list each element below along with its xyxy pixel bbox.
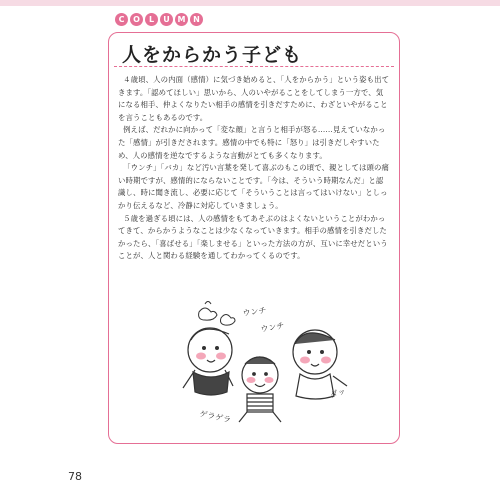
column-badge-letter: O (130, 13, 143, 26)
column-badge-letter: C (115, 13, 128, 26)
child-middle-figure (239, 357, 281, 422)
column-title: 人をからかう子ども (122, 44, 303, 66)
poop-doodle-icon (221, 315, 236, 326)
top-tint-band (0, 0, 500, 6)
sketch-word: ウンチ (242, 305, 268, 318)
body-paragraph: ５歳を過ぎる頃には、人の感情をもてあそぶのはよくないということがわかってきて、からかうようなことは少なくなっていきます。相手の感情を引きだしたかったら、「喜ばせる」「楽しませる」といった方法の方が、互いに幸せだということが、人と関わる経験を通してわかってくるのです。 (118, 213, 388, 261)
sketch-word: ウンチ (259, 320, 285, 334)
children-teasing-illustration (165, 290, 365, 425)
sketch-word: ゲラゲラ (198, 409, 232, 425)
column-badge-letter: L (145, 13, 158, 26)
poop-doodle-icon (199, 302, 217, 321)
column-badge-letter: U (160, 13, 173, 26)
sketch-word: ダッ (328, 386, 347, 400)
body-paragraph: 例えば、だれかに向かって「変な顔」と言うと相手が怒る……見えていなかった「感情」が引きだされます。感情の中でも特に「怒り」は引きだしやすいため、人の感情を逆なでするような言動がとても多くなります。 (118, 125, 386, 160)
column-badge-letter: M (175, 13, 188, 26)
child-left-figure (183, 328, 233, 395)
body-paragraph: 「ウンチ」「バカ」など汚い言葉を発して喜ぶのもこの頃で、親としては頭の痛い時期ですが、感情的にならないことです。「今は、そういう時期なんだ」と認識し、時に聞き流し、必要に応じて「そういうことは言ってはいけない」としっかり伝えるなど、冷静に対応していきましょう。 (118, 163, 389, 210)
column-badge-letter: N (190, 13, 203, 26)
column-body (118, 74, 390, 263)
column-header-badges (115, 13, 203, 26)
page-number: 78 (68, 470, 82, 483)
title-divider (114, 66, 394, 67)
body-paragraph: ４歳頃、人の内面（感情）に気づき始めると、「人をからかう」という姿も出てきます。「認めてほしい」思いから、人のいやがることをしてしまう一方で、気になる相手、仲よくなりたい相手の感情を引きだすために、わざといやがることを言うこともあるのです。 (118, 75, 390, 122)
